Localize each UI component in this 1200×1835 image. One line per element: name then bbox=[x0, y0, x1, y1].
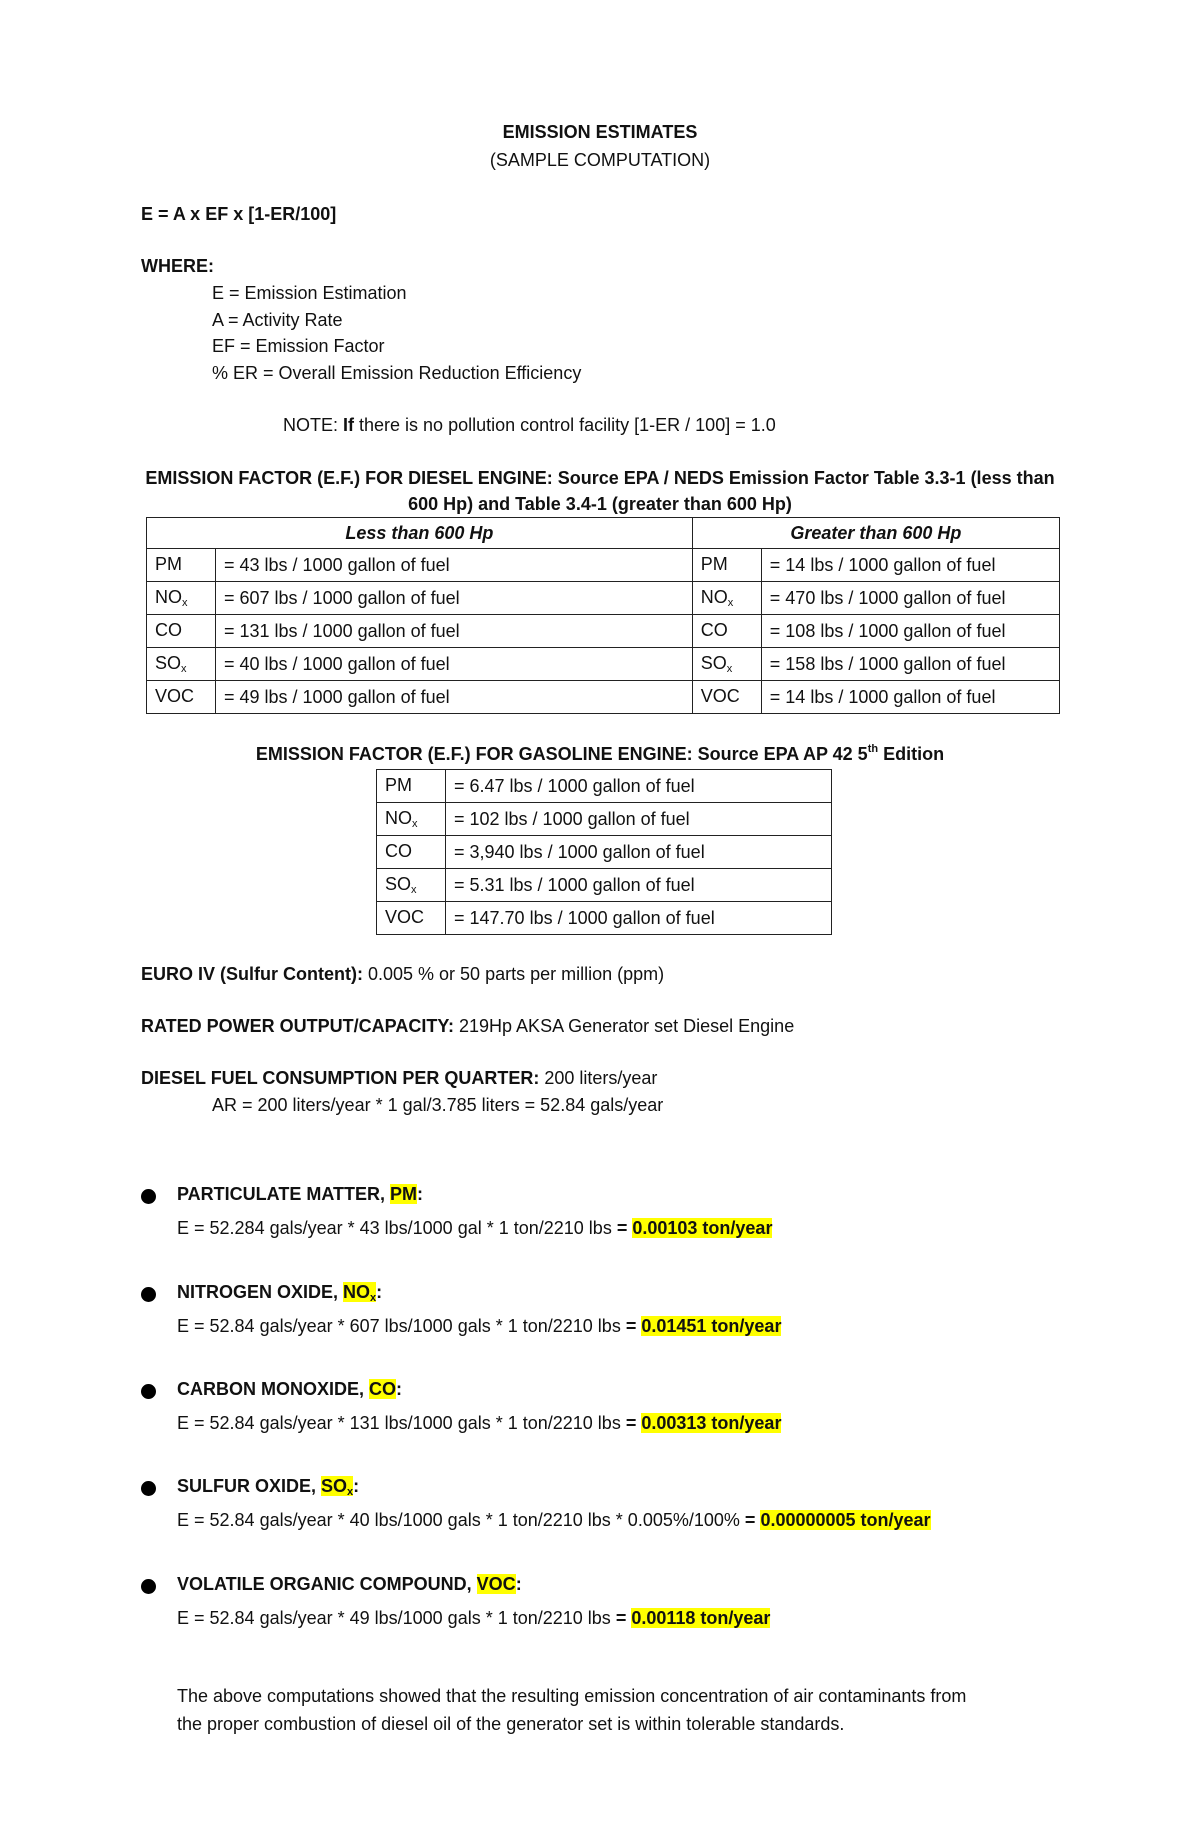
factor-cell: = 158 lbs / 1000 gallon of fuel bbox=[761, 648, 1059, 681]
bullet-icon bbox=[141, 1384, 156, 1399]
result-nox: 0.01451 ton/year bbox=[641, 1316, 782, 1336]
where-label: WHERE: bbox=[141, 256, 214, 276]
diesel-emission-table bbox=[146, 517, 1060, 714]
pollutant-cell: PM bbox=[147, 549, 216, 582]
factor-cell: = 43 lbs / 1000 gallon of fuel bbox=[216, 549, 693, 582]
factor-cell: = 14 lbs / 1000 gallon of fuel bbox=[761, 681, 1059, 714]
factor-cell: = 470 lbs / 1000 gallon of fuel bbox=[761, 582, 1059, 615]
table-row bbox=[147, 648, 1060, 681]
conclusion-line2: the proper combustion of diesel oil of the generator set is within tolerable standards. bbox=[177, 1714, 845, 1734]
definition-ef: EF = Emission Factor bbox=[212, 336, 385, 356]
bullet-icon bbox=[141, 1287, 156, 1302]
table-row bbox=[377, 770, 832, 803]
pollutant-heading-co: CARBON MONOXIDE, CO: bbox=[177, 1379, 403, 1399]
pollutant-cell: $NO_x$ bbox=[377, 803, 446, 836]
table-row bbox=[377, 902, 832, 935]
gasoline-emission-table bbox=[376, 769, 832, 935]
table-row bbox=[377, 836, 832, 869]
result-co: 0.00313 ton/year bbox=[641, 1413, 782, 1433]
definition-er: % ER = Overall Emission Reduction Efficiency bbox=[212, 363, 582, 383]
pollutant-cell: CO bbox=[692, 615, 761, 648]
factor-cell: = 102 lbs / 1000 gallon of fuel bbox=[446, 803, 832, 836]
pollutant-heading-voc: VOLATILE ORGANIC COMPOUND, VOC: bbox=[177, 1574, 522, 1594]
factor-cell: = 5.31 lbs / 1000 gallon of fuel bbox=[446, 869, 832, 902]
result-sox: 0.00000005 ton/year bbox=[760, 1510, 931, 1530]
diesel-col-greater: Greater than 600 Hp bbox=[692, 518, 1059, 549]
pollutant-cell: PM bbox=[377, 770, 446, 803]
formula: E = A x EF x [1-ER/100] bbox=[141, 204, 337, 224]
table-row bbox=[147, 615, 1060, 648]
factor-cell: = 607 lbs / 1000 gallon of fuel bbox=[216, 582, 693, 615]
factor-cell: = 49 lbs / 1000 gallon of fuel bbox=[216, 681, 693, 714]
diesel-heading-line1: EMISSION FACTOR (E.F.) FOR DIESEL ENGINE: Source EPA / NEDS Emission Factor Table 3.3-1 (less than bbox=[145, 468, 1055, 488]
table-row bbox=[377, 869, 832, 902]
table-row bbox=[377, 803, 832, 836]
note bbox=[283, 415, 776, 436]
diesel-heading-line2: 600 Hp) and Table 3.4-1 (greater than 600 Hp) bbox=[408, 494, 792, 514]
pollutant-equation-voc: E = 52.84 gals/year * 49 lbs/1000 gals * 1 ton/2210 lbs = 0.00118 ton/year bbox=[177, 1608, 771, 1628]
activity-rate-computation: AR = 200 liters/year * 1 gal/3.785 liters = 52.84 gals/year bbox=[212, 1095, 664, 1115]
note-label: NOTE: bbox=[283, 415, 339, 435]
diesel-col-less: Less than 600 Hp bbox=[147, 518, 693, 549]
factor-cell: = 3,940 lbs / 1000 gallon of fuel bbox=[446, 836, 832, 869]
table-row bbox=[147, 681, 1060, 714]
pollutant-heading-nox: NITROGEN OXIDE, $NO_x$: bbox=[177, 1282, 383, 1304]
rated-power-output: RATED POWER OUTPUT/CAPACITY: 219Hp AKSA Generator set Diesel Engine bbox=[141, 1016, 795, 1036]
result-voc: 0.00118 ton/year bbox=[631, 1608, 771, 1628]
factor-cell: = 147.70 lbs / 1000 gallon of fuel bbox=[446, 902, 832, 935]
table-row bbox=[147, 582, 1060, 615]
pollutant-cell: VOC bbox=[147, 681, 216, 714]
factor-cell: = 131 lbs / 1000 gallon of fuel bbox=[216, 615, 693, 648]
factor-cell: = 6.47 lbs / 1000 gallon of fuel bbox=[446, 770, 832, 803]
table-row bbox=[147, 549, 1060, 582]
bullet-icon bbox=[141, 1579, 156, 1594]
factor-cell: = 14 lbs / 1000 gallon of fuel bbox=[761, 549, 1059, 582]
result-pm: 0.00103 ton/year bbox=[632, 1218, 773, 1238]
euro-sulfur-content: EURO IV (Sulfur Content): 0.005 % or 50 parts per million (ppm) bbox=[141, 964, 665, 984]
pollutant-cell: VOC bbox=[692, 681, 761, 714]
fuel-consumption: DIESEL FUEL CONSUMPTION PER QUARTER: 200 liters/year bbox=[141, 1068, 658, 1088]
pollutant-cell: CO bbox=[377, 836, 446, 869]
factor-cell: = 108 lbs / 1000 gallon of fuel bbox=[761, 615, 1059, 648]
conclusion-line1: The above computations showed that the resulting emission concentration of air contaminants from bbox=[177, 1686, 967, 1706]
pollutant-cell: $SO_x$ bbox=[692, 648, 761, 681]
pollutant-cell: $SO_x$ bbox=[377, 869, 446, 902]
factor-cell: = 40 lbs / 1000 gallon of fuel bbox=[216, 648, 693, 681]
pollutant-cell: CO bbox=[147, 615, 216, 648]
gasoline-heading: EMISSION FACTOR (E.F.) FOR GASOLINE ENGINE: Source EPA AP 42 5th Edition bbox=[255, 743, 945, 764]
pollutant-cell: VOC bbox=[377, 902, 446, 935]
pollutant-equation-co: E = 52.84 gals/year * 131 lbs/1000 gals * 1 ton/2210 lbs = 0.00313 ton/year bbox=[177, 1413, 782, 1433]
pollutant-cell: $NO_x$ bbox=[147, 582, 216, 615]
page-subtitle: (SAMPLE COMPUTATION) bbox=[489, 150, 711, 170]
bullet-icon bbox=[141, 1481, 156, 1496]
pollutant-equation-nox: E = 52.84 gals/year * 607 lbs/1000 gals * 1 ton/2210 lbs = 0.01451 ton/year bbox=[177, 1316, 782, 1336]
pollutant-equation-pm: E = 52.284 gals/year * 43 lbs/1000 gal * 1 ton/2210 lbs = 0.00103 ton/year bbox=[177, 1218, 773, 1238]
pollutant-heading-sox: SULFUR OXIDE, $SO_x$: bbox=[177, 1476, 360, 1498]
pollutant-equation-sox: E = 52.84 gals/year * 40 lbs/1000 gals * 1 ton/2210 lbs * 0.005%/100% = 0.00000005 ton/year bbox=[177, 1510, 931, 1530]
note-bold: If bbox=[338, 415, 355, 435]
definition-e: E = Emission Estimation bbox=[212, 283, 407, 303]
pollutant-cell: $SO_x$ bbox=[147, 648, 216, 681]
note-text: there is no pollution control facility [1-ER / 100] = 1.0 bbox=[354, 415, 776, 435]
bullet-icon bbox=[141, 1189, 156, 1204]
definition-a: A = Activity Rate bbox=[212, 310, 343, 330]
pollutant-heading-pm: PARTICULATE MATTER, PM: bbox=[177, 1184, 423, 1204]
pollutant-cell: $NO_x$ bbox=[692, 582, 761, 615]
pollutant-cell: PM bbox=[692, 549, 761, 582]
page-title: EMISSION ESTIMATES bbox=[502, 122, 698, 142]
